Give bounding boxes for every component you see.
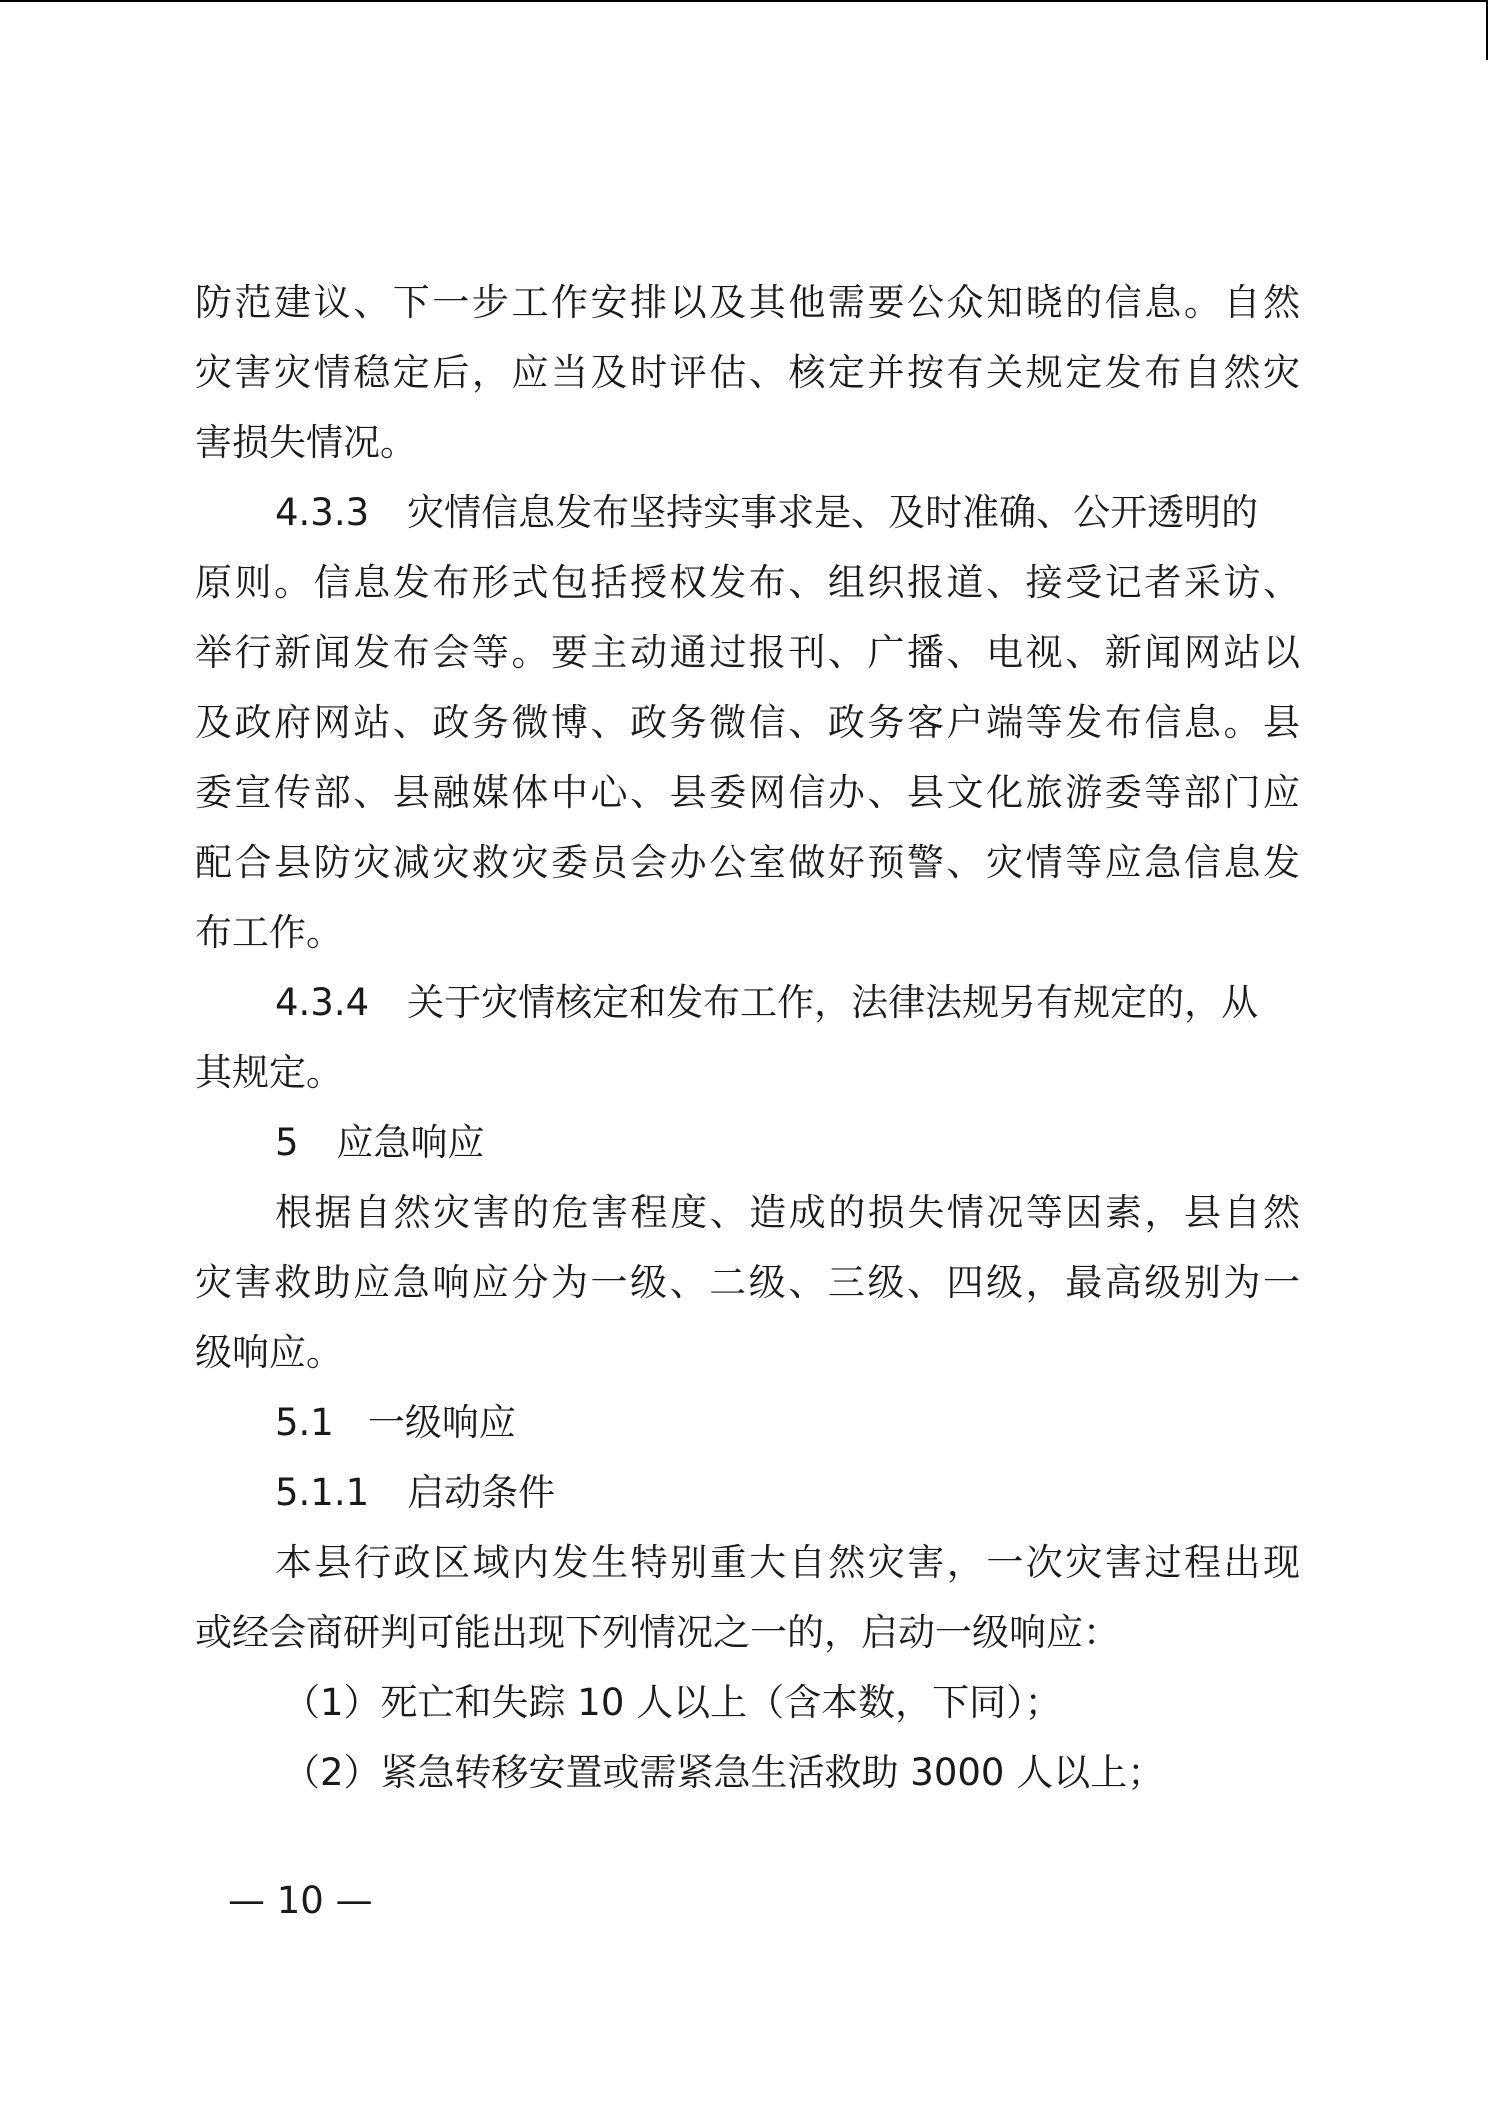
section-4-3-4-line	[195, 968, 1300, 1038]
text-line: 及政府网站、政务微博、政务微信、政务客户端等发布信息。县	[195, 701, 1300, 744]
text-line: 灾情信息发布坚持实事求是、及时准确、公开透明的	[407, 491, 1259, 534]
section-number: 5.1	[275, 1401, 334, 1444]
heading-5-1-1	[195, 1458, 1300, 1528]
text-line: 举行新闻发布会等。要主动通过报刊、广播、电视、新闻网站以	[195, 631, 1300, 674]
text-line: 布工作。	[195, 911, 343, 954]
list-item: （1）死亡和失踪 10 人以上（含本数，下同）；	[283, 1681, 1062, 1724]
heading-title: 启动条件	[407, 1471, 556, 1514]
section-number: 4.3.4	[275, 981, 370, 1024]
text-line: 或经会商研判可能出现下列情况之一的，启动一级响应：	[195, 1611, 1120, 1654]
document-body	[195, 268, 1300, 1808]
text-line: 关于灾情核定和发布工作，法律法规另有规定的，从	[407, 981, 1259, 1024]
text-line: 防范建议、下一步工作安排以及其他需要公众知晓的信息。自然	[195, 281, 1300, 324]
section-4-3-3-line	[195, 478, 1300, 548]
text-line: 灾害救助应急响应分为一级、二级、三级、四级，最高级别为一	[195, 1261, 1300, 1304]
section-number: 4.3.3	[275, 491, 370, 534]
text-line: 原则。信息发布形式包括授权发布、组织报道、接受记者采访、	[195, 561, 1300, 604]
section-number: 5.1.1	[275, 1471, 370, 1514]
text-line: 本县行政区域内发生特别重大自然灾害，一次灾害过程出现	[275, 1541, 1300, 1584]
text-line: 其规定。	[195, 1051, 343, 1094]
text-line: 级响应。	[195, 1331, 343, 1374]
heading-title: 应急响应	[336, 1121, 485, 1164]
text-line: 根据自然灾害的危害程度、造成的损失情况等因素，县自然	[275, 1191, 1300, 1234]
text-line: 害损失情况。	[195, 421, 417, 464]
heading-5	[195, 1108, 1300, 1178]
section-number: 5	[275, 1121, 299, 1164]
list-item: （2）紧急转移安置或需紧急生活救助 3000 人以上；	[283, 1751, 1165, 1794]
heading-5-1	[195, 1388, 1300, 1458]
text-line: 委宣传部、县融媒体中心、县委网信办、县文化旅游委等部门应	[195, 771, 1300, 814]
page-number: — 10 —	[228, 1879, 373, 1922]
heading-title: 一级响应	[367, 1401, 516, 1444]
text-line: 灾害灾情稳定后，应当及时评估、核定并按有关规定发布自然灾	[195, 351, 1300, 394]
top-border	[0, 0, 1488, 2]
text-line: 配合县防灾减灾救灾委员会办公室做好预警、灾情等应急信息发	[195, 841, 1300, 884]
